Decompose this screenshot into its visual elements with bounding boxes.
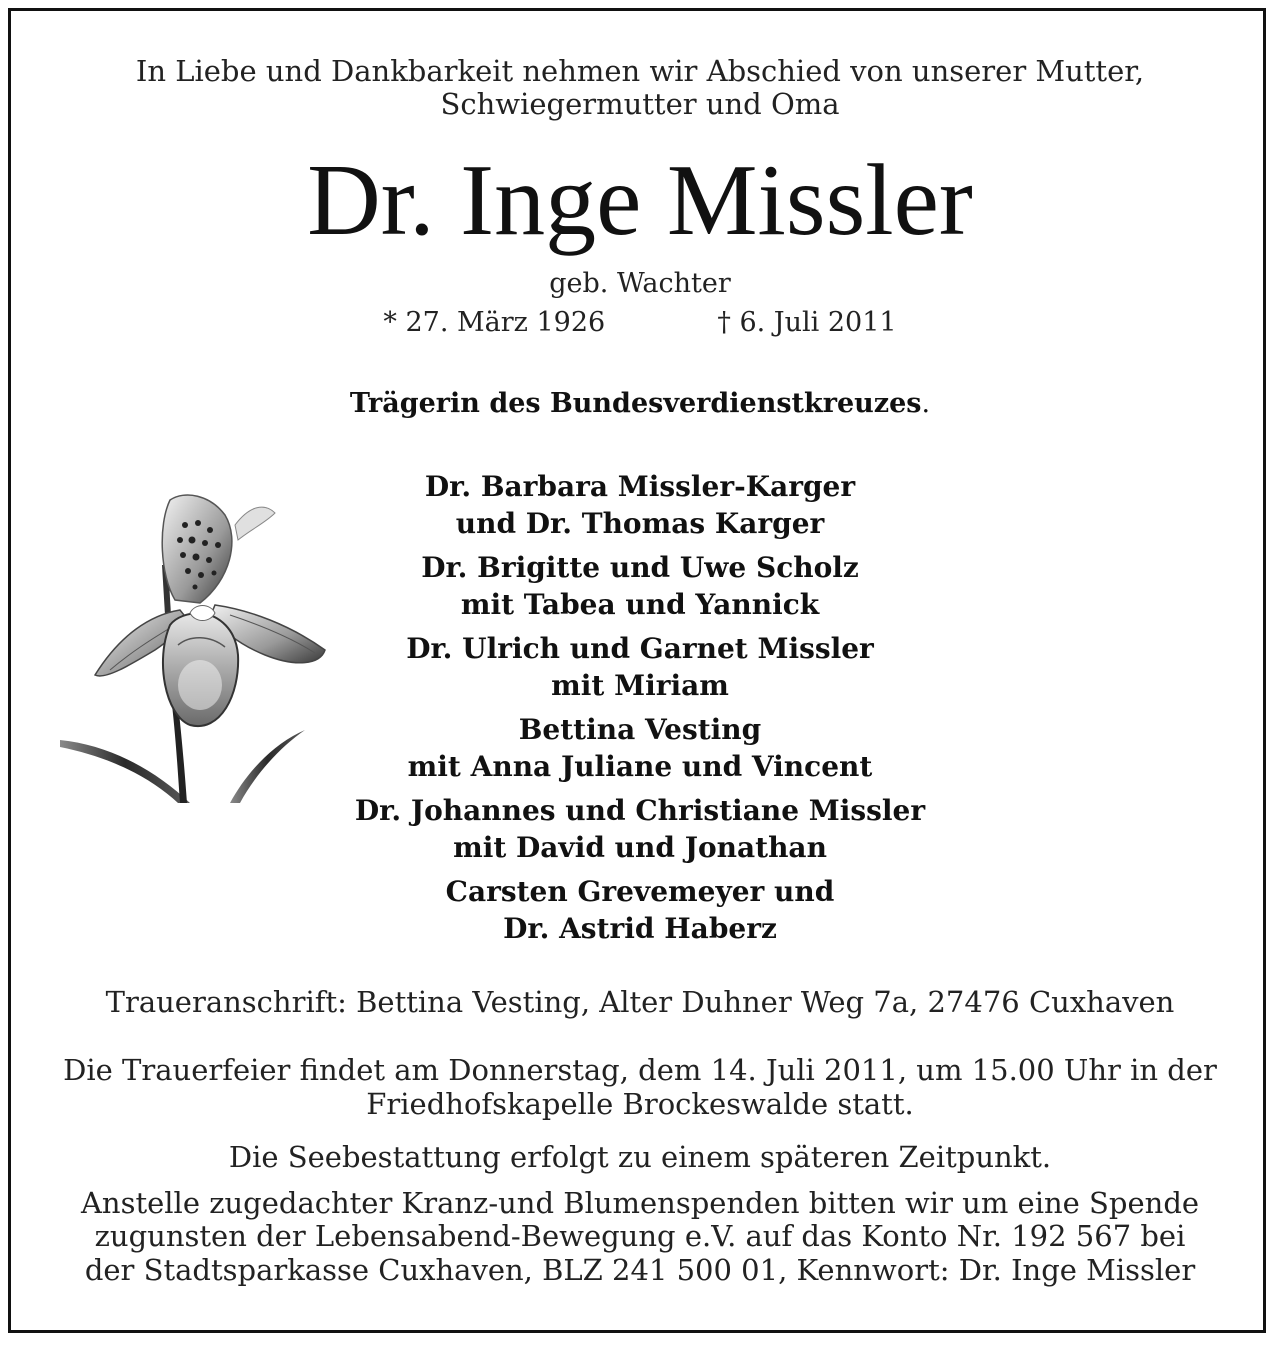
birth-name: geb. Wachter <box>549 268 731 299</box>
family-line-2: und Dr. Thomas Karger <box>455 507 825 540</box>
family-line-8: mit Anna Juliane und Vincent <box>407 750 873 783</box>
ceremony-line-2: Friedhofskapelle Brockeswalde statt. <box>366 1087 914 1121</box>
donation-line-3: der Stadtsparkasse Cuxhaven, BLZ 241 500 01, Kennwort: Dr. Inge Missler <box>84 1253 1196 1287</box>
birth-date: * 27. März 1926 <box>383 307 606 338</box>
mourning-address: Traueranschrift: Bettina Vesting, Alter Duhner Weg 7a, 27476 Cuxhaven <box>105 985 1175 1019</box>
donation-line-2: zugunsten der Lebensabend-Bewegung e.V. auf das Konto Nr. 192 567 bei <box>94 1219 1186 1253</box>
orchid-flower-image <box>50 485 350 810</box>
family-line-1: Dr. Barbara Missler-Karger <box>424 470 856 503</box>
family-line-9: Dr. Johannes und Christiane Missler <box>354 794 926 827</box>
donation-line-1: Anstelle zugedachter Kranz-und Blumenspenden bitten wir um eine Spende <box>80 1186 1200 1220</box>
deceased-name: Dr. Inge Missler <box>307 144 973 257</box>
family-line-7: Bettina Vesting <box>518 713 762 746</box>
burial-note: Die Seebestattung erfolgt zu einem späteren Zeitpunkt. <box>228 1140 1052 1174</box>
ceremony-line-1: Die Trauerfeier findet am Donnerstag, dem 14. Juli 2011, um 15.00 Uhr in der <box>63 1053 1217 1087</box>
intro-line-2: Schwiegermutter und Oma <box>440 87 840 121</box>
life-dates <box>0 309 1280 336</box>
family-line-11: Carsten Grevemeyer und <box>445 875 835 908</box>
honor-line <box>0 390 1280 417</box>
family-line-4: mit Tabea und Yannick <box>460 588 820 621</box>
intro-line-1: In Liebe und Dankbarkeit nehmen wir Abschied von unserer Mutter, <box>135 54 1145 88</box>
family-line-6: mit Miriam <box>551 669 729 702</box>
honor-dot: . <box>921 388 931 419</box>
family-line-5: Dr. Ulrich und Garnet Missler <box>406 632 874 665</box>
family-line-10: mit David und Jonathan <box>453 831 827 864</box>
family-line-3: Dr. Brigitte und Uwe Scholz <box>421 551 859 584</box>
honor-text: Trägerin des Bundesverdienstkreuzes <box>349 388 922 419</box>
death-date: † 6. Juli 2011 <box>717 307 897 338</box>
family-line-12: Dr. Astrid Haberz <box>503 912 777 945</box>
